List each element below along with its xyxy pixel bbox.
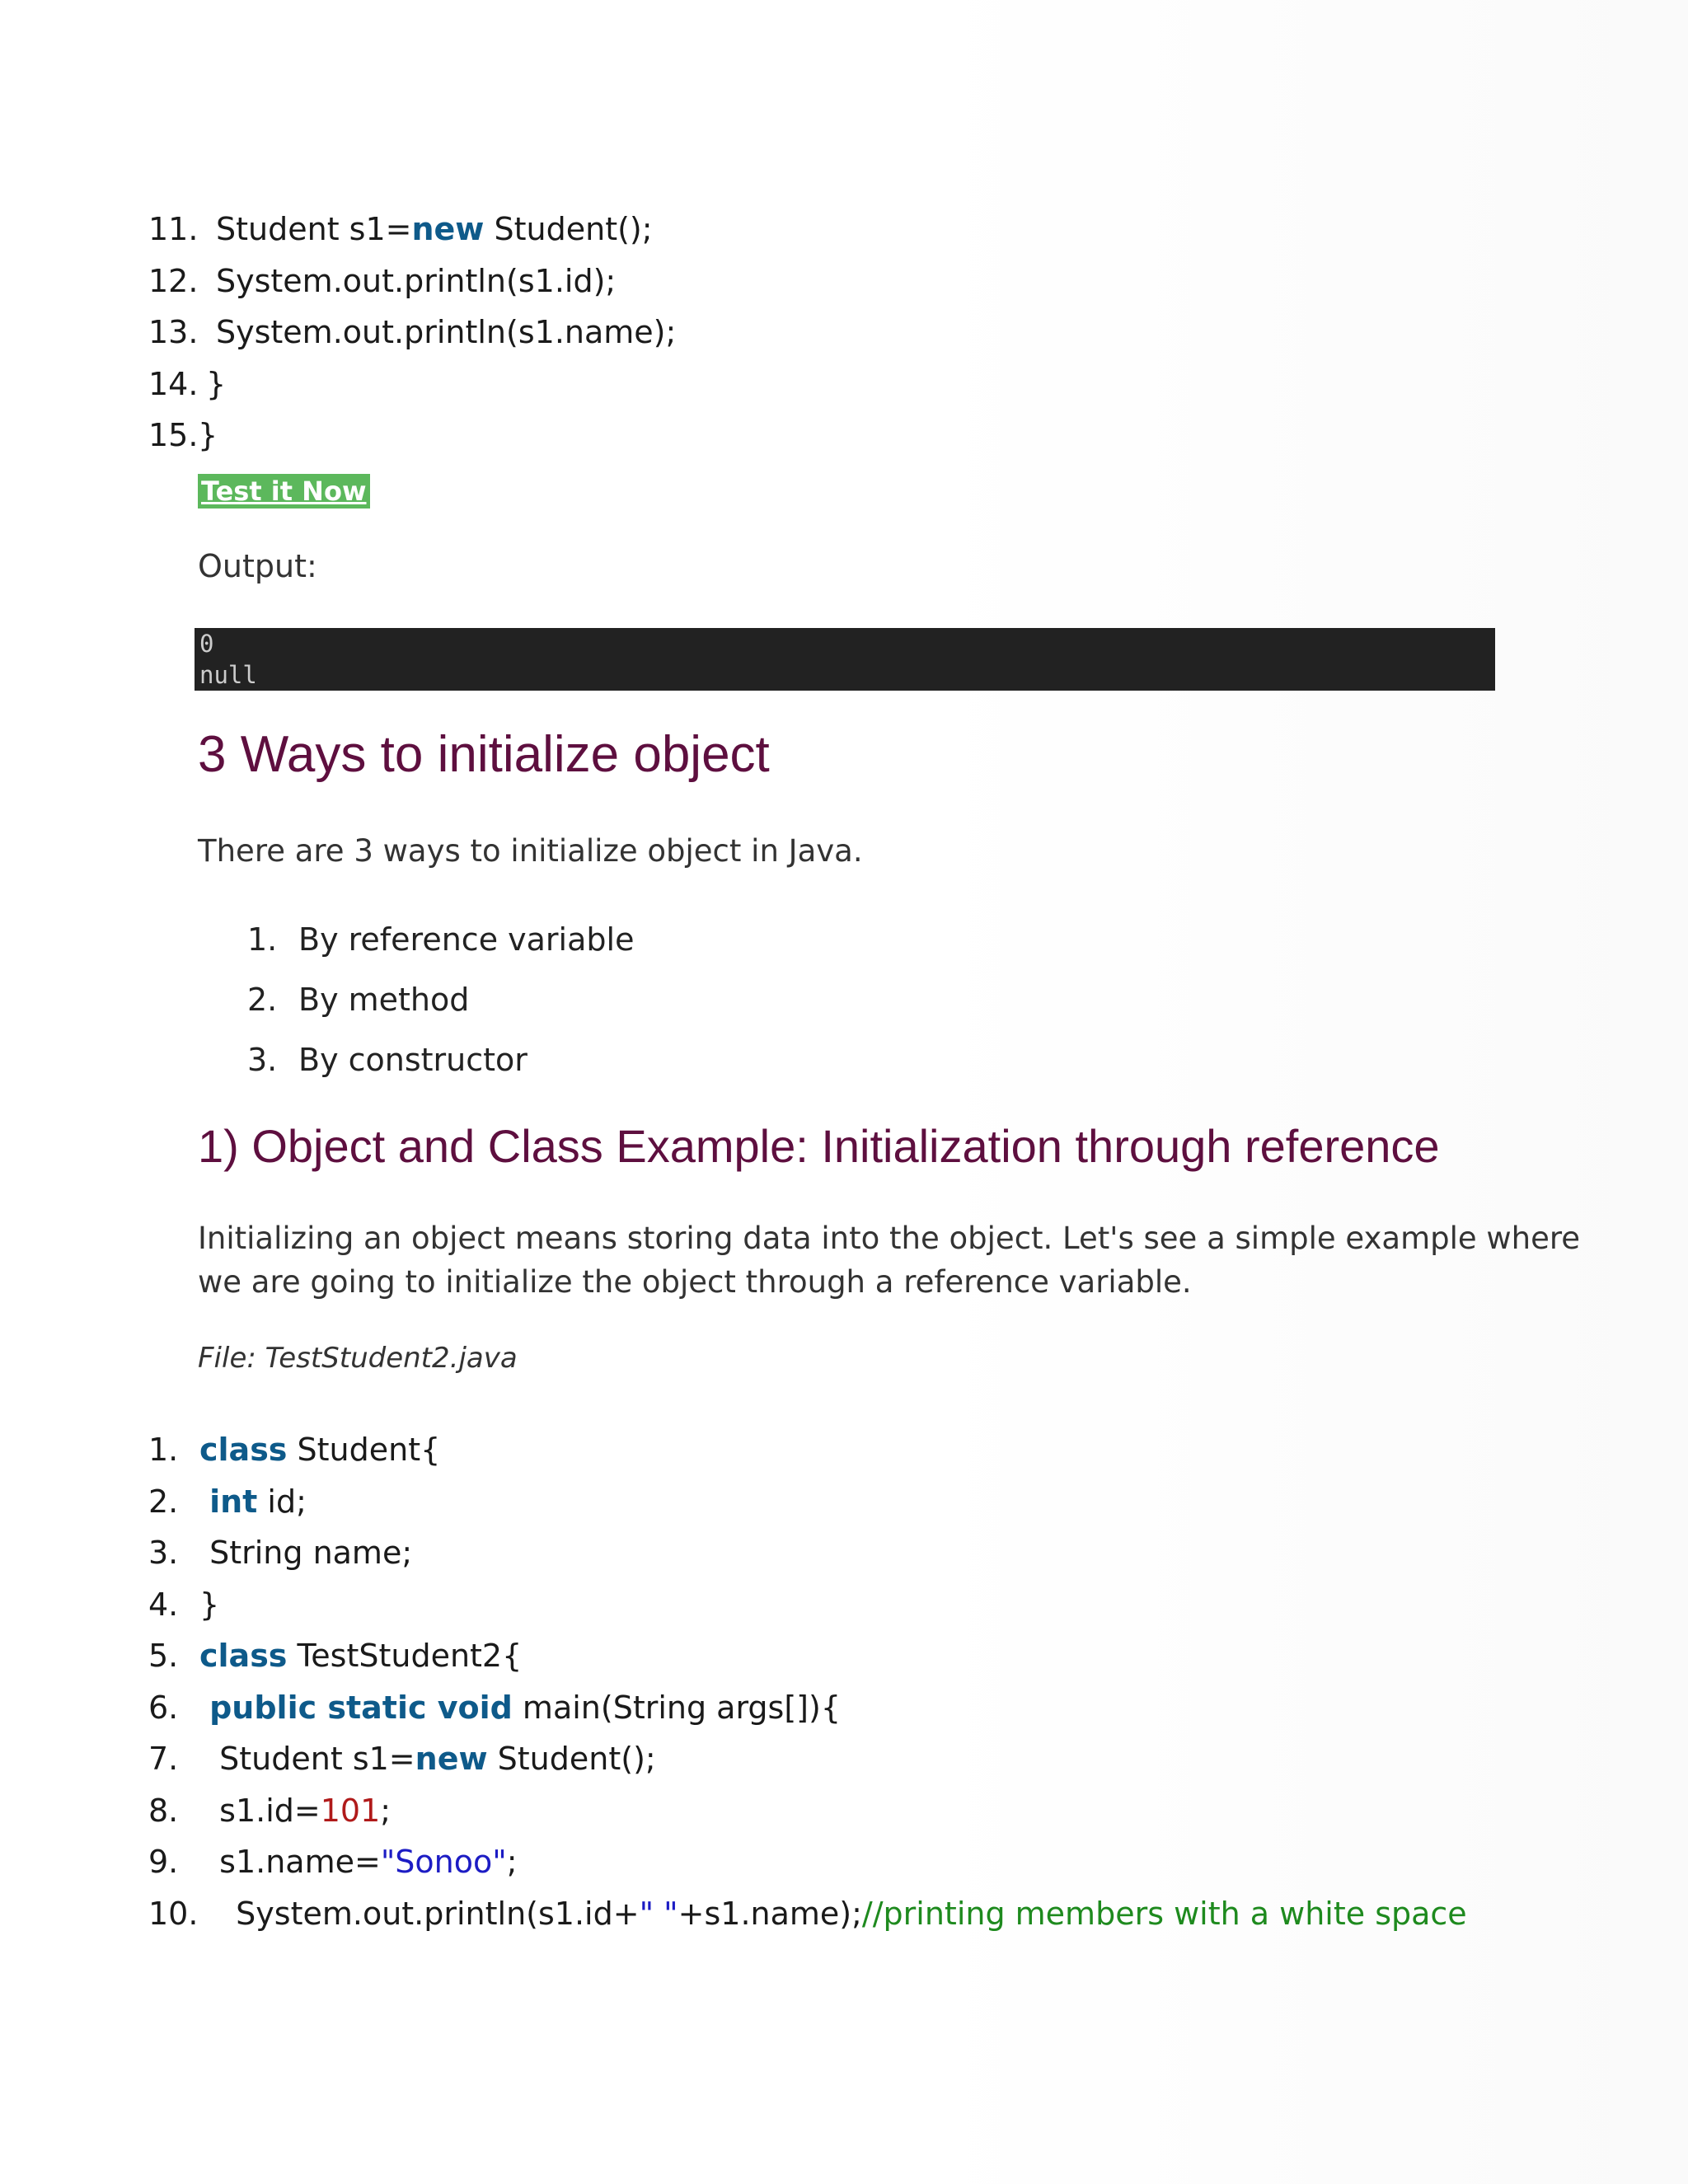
line-number: 3. [148,1535,179,1571]
line-number: 2. [148,1483,179,1520]
line-number: 8. [148,1792,179,1829]
code-line [148,209,653,250]
file-name-label: File: TestStudent2.java [198,1342,518,1375]
list-item-label: By method [298,982,470,1018]
line-number: 10. [148,1895,199,1932]
section-heading-example: 1) Object and Class Example: Initialization through reference [198,1120,1440,1172]
code-text: } [206,365,227,402]
line-number: 11. [148,211,199,247]
code-text: ; [506,1844,518,1880]
list-number: 3. [247,1042,278,1078]
code-line [148,1841,518,1882]
code-text: s1.id= [199,1792,321,1829]
code-comment: //printing members with a white space [861,1895,1467,1932]
code-text: String name; [199,1535,413,1571]
section-heading-ways: 3 Ways to initialize object [198,726,770,783]
code-line [148,260,616,302]
line-number: 4. [148,1586,179,1623]
code-keyword: class [199,1432,288,1468]
code-string: " " [639,1895,678,1932]
code-text: Student{ [287,1432,441,1468]
code-keyword: new [411,211,485,247]
list-number: 1. [247,921,278,958]
code-text: Student s1= [216,211,412,247]
line-number: 1. [148,1432,179,1468]
list-item-label: By reference variable [298,921,635,958]
test-it-now-button[interactable]: Test it Now [198,474,370,509]
example-paragraph [198,1216,1580,1304]
code-line [148,1481,307,1522]
code-line [148,1584,219,1625]
code-line [148,1790,391,1831]
line-number: 12. [148,262,199,299]
line-number: 9. [148,1844,179,1880]
code-string: "Sonoo" [380,1844,507,1880]
code-text [199,1690,209,1726]
code-text [199,1483,209,1520]
code-keyword: new [415,1741,488,1777]
list-item-label: By constructor [298,1042,528,1078]
list-item [247,921,634,958]
code-text: main(String args[]){ [512,1689,841,1726]
paragraph-line: Initializing an object means storing data into the object. Let's see a simple example where [198,1221,1581,1256]
code-line [148,363,226,405]
code-text: TestStudent2{ [287,1638,523,1674]
code-text: Student(); [487,1741,656,1777]
ways-intro-text: There are 3 ways to initialize object in Java. [198,833,863,869]
code-text: System.out.println(s1.id+ [216,1895,640,1932]
code-text: ; [380,1792,392,1829]
code-line [148,1532,412,1573]
list-number: 2. [247,982,278,1018]
line-number: 7. [148,1741,179,1777]
code-text: Student s1= [199,1741,415,1777]
code-number: 101 [320,1792,381,1829]
console-line: 0 [199,630,214,658]
code-line [148,1429,440,1470]
code-keyword: class [199,1638,288,1674]
code-line [148,1893,1467,1934]
code-text: System.out.println(s1.name); [216,314,677,350]
code-keyword: public static void [209,1689,513,1726]
paragraph-line: we are going to initialize the object through a reference variable. [198,1264,1192,1300]
code-line [148,1635,522,1676]
list-item [247,982,469,1018]
code-line [148,415,218,456]
code-text: +s1.name); [678,1895,862,1932]
list-item [247,1042,528,1078]
code-line [148,1687,841,1728]
line-number: 13. [148,314,199,350]
code-text: id; [257,1483,307,1520]
line-number: 6. [148,1689,179,1726]
code-line [148,312,676,353]
code-text: } [198,417,218,453]
console-line: null [199,661,257,689]
code-text: } [199,1586,220,1623]
code-keyword: int [209,1483,258,1520]
code-line [148,1738,656,1779]
code-text: s1.name= [199,1844,381,1880]
code-text: Student(); [484,211,653,247]
code-text: System.out.println(s1.id); [216,262,617,299]
line-number: 14. [148,365,199,402]
output-label: Output: [198,548,317,584]
line-number: 15. [148,417,199,453]
console-output [195,628,1495,691]
line-number: 5. [148,1638,179,1674]
